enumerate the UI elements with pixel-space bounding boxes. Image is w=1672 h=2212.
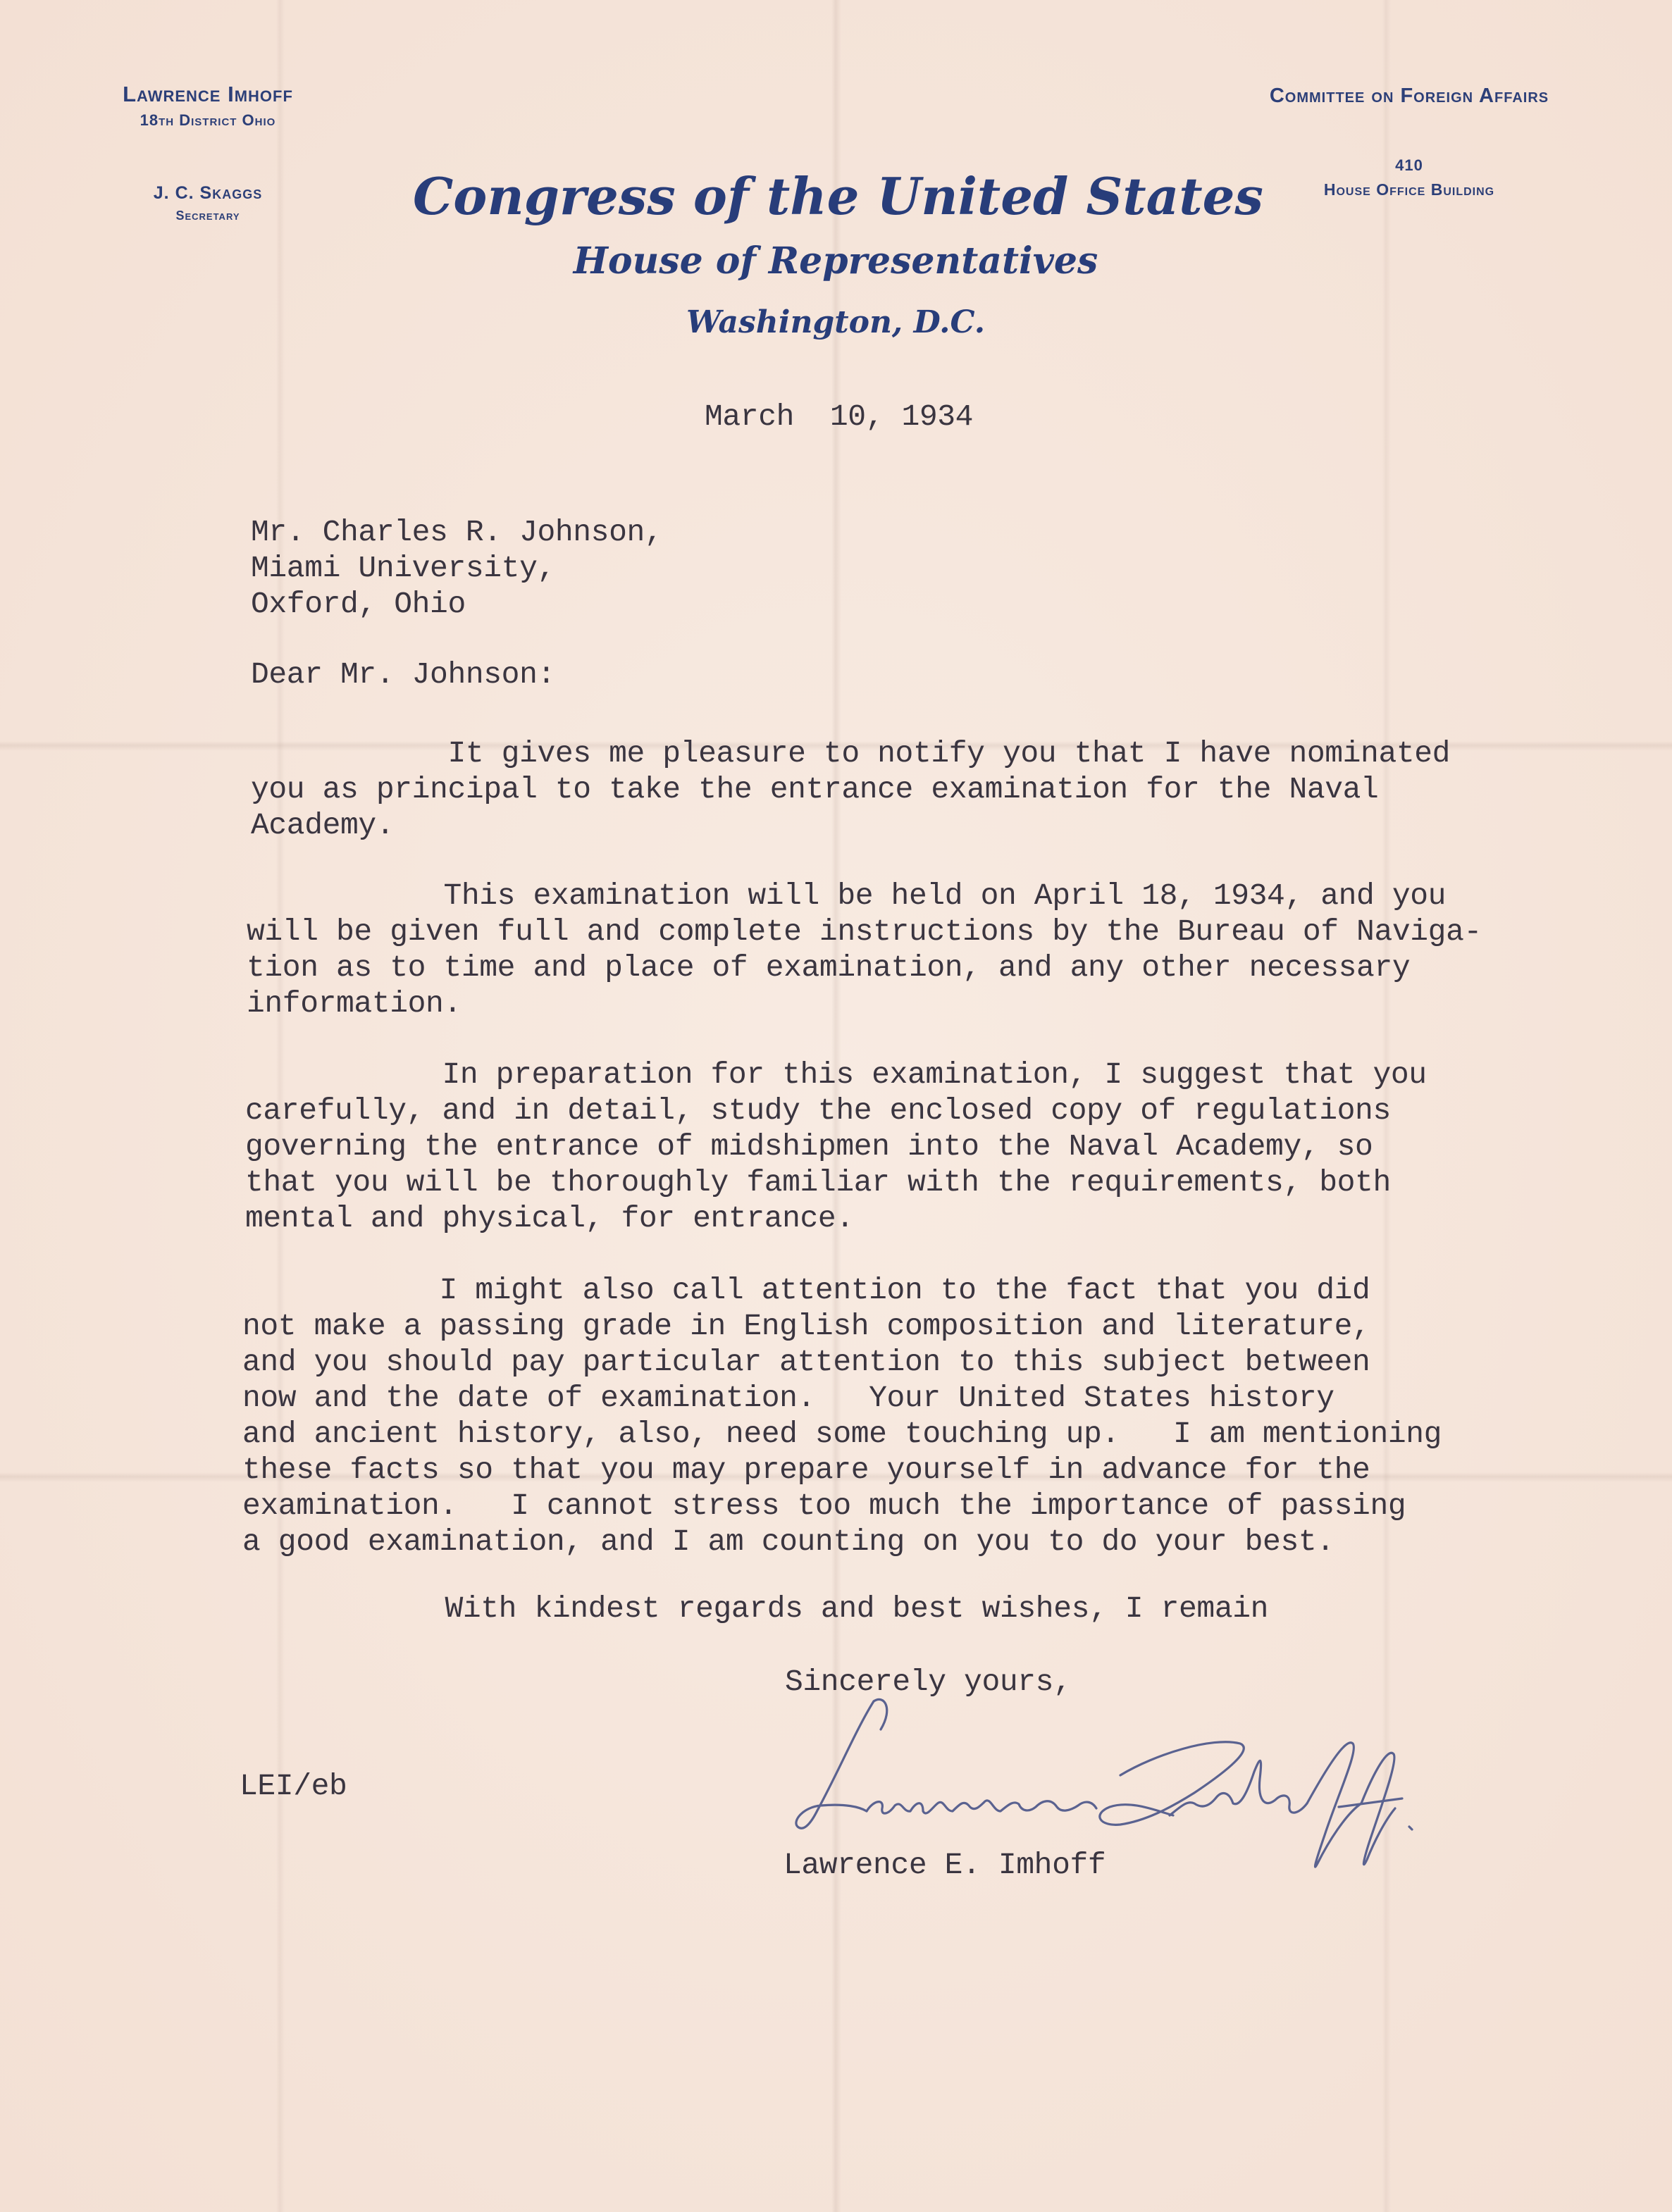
office-building: House Office Building	[1323, 180, 1495, 199]
member-name: Lawrence Imhoff	[123, 82, 293, 106]
address-line: Oxford, Ohio	[251, 587, 466, 621]
text-line: not make a passing grade in English composition and literature,	[242, 1309, 1370, 1343]
letterhead-location: Washington, D.C.	[686, 304, 986, 340]
valediction: Sincerely yours,	[785, 1665, 1072, 1699]
text-line: you as principal to take the entrance examination for the Naval	[251, 772, 1379, 807]
committee-name: Committee on Foreign Affairs	[1269, 85, 1549, 107]
text-line: tion as to time and place of examination, and any other necessary	[247, 950, 1411, 985]
text-line: carefully, and in detail, study the enclosed copy of regulations	[245, 1093, 1391, 1128]
letter-date: March 10, 1934	[705, 399, 974, 434]
address-line: Miami University,	[251, 551, 555, 585]
reference-initials: LEI/eb	[240, 1769, 347, 1803]
paragraph	[245, 1057, 1427, 1236]
text-line: that you will be thoroughly familiar with the requirements, both	[245, 1165, 1391, 1200]
text-line: and ancient history, also, need some touching up. I am mentioning	[242, 1417, 1442, 1451]
paragraph	[247, 878, 1482, 1021]
text-line: examination. I cannot stress too much the importance of passing	[242, 1489, 1406, 1523]
text-line: and you should pay particular attention to this subject between	[242, 1345, 1370, 1379]
salutation: Dear Mr. Johnson:	[251, 657, 555, 692]
text-line: these facts so that you may prepare yourself in advance for the	[242, 1453, 1370, 1487]
room-number: 410	[1395, 156, 1423, 174]
text-line: This examination will be held on April 18, 1934, and you	[247, 878, 1447, 913]
address-line: Mr. Charles R. Johnson,	[251, 515, 663, 549]
typed-signer-name: Lawrence E. Imhoff	[784, 1848, 1106, 1882]
recipient-address	[251, 514, 662, 622]
text-line: now and the date of examination. Your United States history	[242, 1381, 1334, 1415]
text-line: Academy.	[251, 808, 395, 843]
text-line: I might also call attention to the fact that you did	[242, 1273, 1370, 1307]
secretary-name: J. C. Skaggs	[153, 183, 263, 203]
text-line: It gives me pleasure to notify you that I have nominated	[251, 736, 1451, 771]
letterhead-title: Congress of the United States	[413, 166, 1263, 226]
paragraph	[251, 735, 1450, 843]
secretary-title: Secretary	[175, 209, 240, 223]
paragraph	[242, 1272, 1442, 1560]
member-district: 18th District Ohio	[140, 111, 276, 129]
text-line: information.	[247, 986, 462, 1021]
text-line: In preparation for this examination, I suggest that you	[245, 1057, 1427, 1092]
text-line: a good examination, and I am counting on you to do your best.	[242, 1524, 1334, 1559]
text-line: will be given full and complete instructions by the Bureau of Naviga-	[247, 914, 1482, 949]
text-line: governing the entrance of midshipmen into the Naval Academy, so	[245, 1129, 1373, 1164]
letterhead-subtitle: House of Representatives	[573, 240, 1098, 282]
text-line: mental and physical, for entrance.	[245, 1201, 854, 1236]
closing-line: With kindest regards and best wishes, I remain	[248, 1591, 1269, 1626]
